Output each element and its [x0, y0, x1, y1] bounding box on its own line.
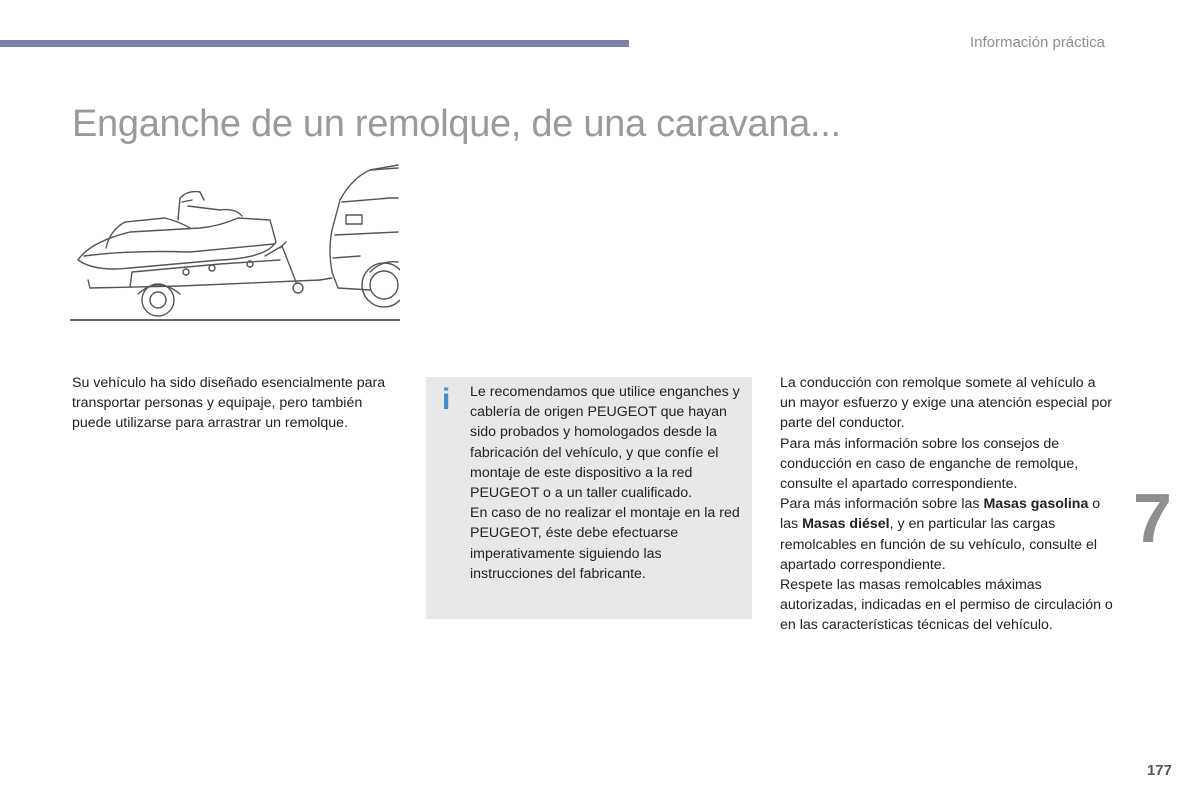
paragraph-3-mid: o las — [780, 496, 1101, 533]
info-paragraph-1: Le recomendamos que utilice enganches y cablería de origen PEUGEOT que hayan sido probados y homologados desde la fabricación del vehículo, y que confíe el montaje de este dispositivo a la red PEUGEOT o a un taller cualificado. — [470, 384, 740, 502]
towing-paragraph-4: Respete las masas remolcables máximas autorizadas, indicadas en el permiso de circulación o en las características técnicas del vehículo. — [780, 577, 1113, 634]
masas-diesel-term: Masas diésel — [802, 516, 890, 533]
paragraph-3-start: Para más información sobre las — [780, 496, 984, 513]
info-box — [426, 377, 752, 619]
towing-paragraph-1: La conducción con remolque somete al vehículo a un mayor esfuerzo y exige una atención especial por parte del conductor. — [780, 375, 1113, 432]
info-icon: i — [442, 383, 451, 416]
top-accent-bar — [0, 40, 629, 47]
paragraph-3-end: , y en particular las cargas remolcables en función de su vehículo, consulte el apartado correspondiente. — [780, 516, 1098, 573]
section-name: Información práctica — [969, 34, 1105, 51]
masas-gasolina-term: Masas gasolina — [983, 496, 1089, 513]
info-paragraph-2: En caso de no realizar el montaje en la red PEUGEOT, éste debe efectuarse imperativamente siguiendo las instrucciones del fabricante. — [470, 505, 740, 582]
intro-paragraph: Su vehículo ha sido diseñado esencialmente para transportar personas y equipaje, pero también puede utilizarse para arrastrar un remolque. — [72, 375, 386, 432]
page-number: 177 — [1146, 762, 1172, 779]
towing-text-column — [780, 373, 1115, 636]
towing-paragraph-3 — [780, 494, 1115, 575]
towing-paragraph-2: Para más información sobre los consejos de conducción en caso de enganche de remolque, consulte el apartado correspondiente. — [780, 435, 1079, 493]
info-box-text — [470, 382, 742, 584]
jetski-trailer-illustration — [70, 160, 400, 325]
chapter-number: 7 — [1133, 479, 1172, 557]
page-title: Enganche de un remolque, de una caravana... — [72, 103, 841, 146]
intro-text-column — [72, 373, 392, 434]
